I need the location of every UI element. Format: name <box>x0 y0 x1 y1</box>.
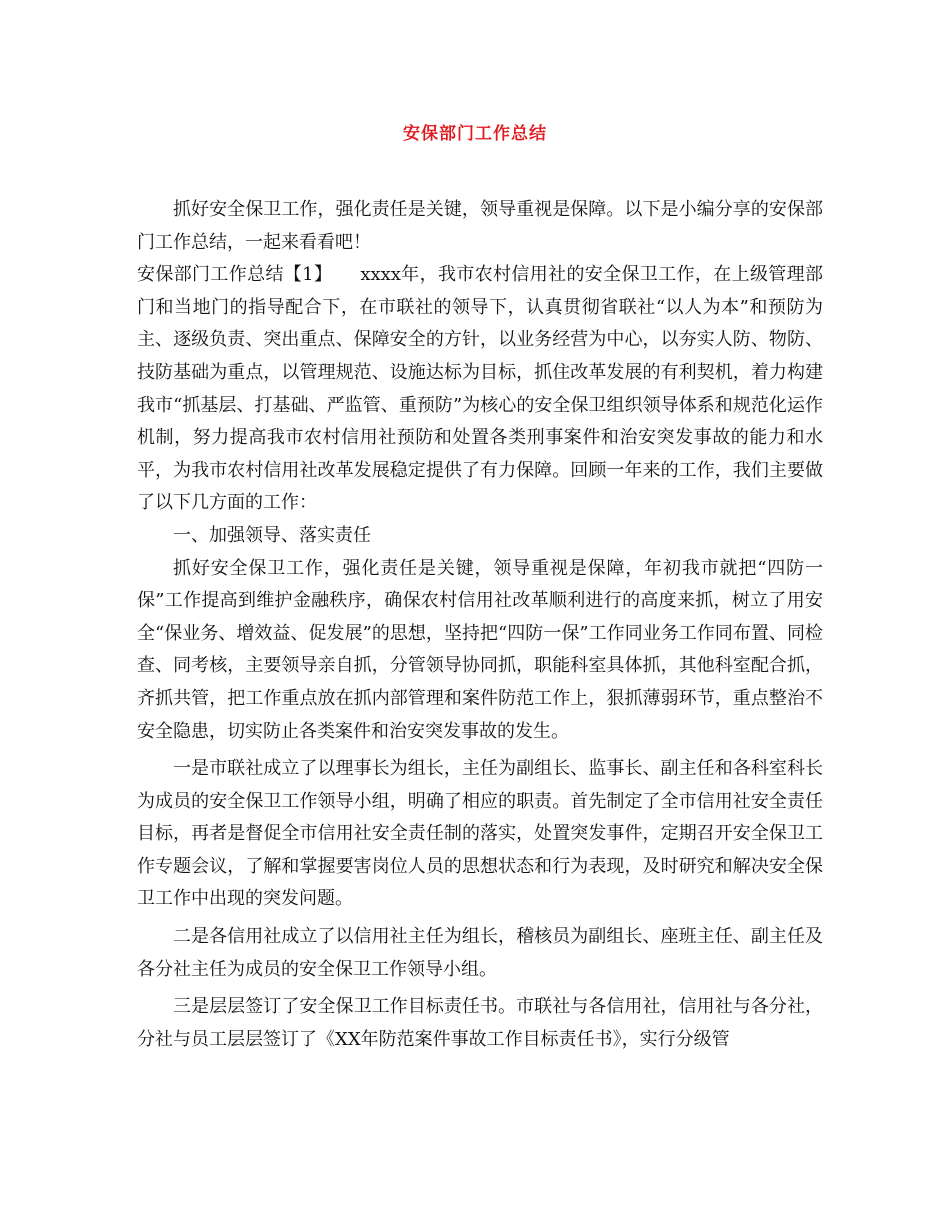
document-title: 安保部门工作总结 <box>403 124 547 144</box>
section-1-paragraph <box>137 259 823 520</box>
section-1-text: xxxx年，我市农村信用社的安全保卫工作，在上级管理部门和当地门的指导配合下，在市联社的领导下，认真贯彻省联社“以人为本”和预防为主、逐级负责、突出重点、保障安全的方针，以业务经营为中心，以夯实人防、物防、技防基础为重点，以管理规范、设施达标为目标，抓住改革发展的有利契机，着力构建我市“抓基层、打基础、严监管、重预防”为核心的安全保卫组织领导体系和规范化运作机制，努力提高我市农村信用社预防和处置各类刑事案件和治安突发事故的能力和水平，为我市农村信用社改革发展稳定提供了有力保障。回顾一年来的工作，我们主要做了以下几方面的工作： <box>137 264 824 514</box>
heading-strengthen-leadership: 一、加强领导、落实责任 <box>173 524 371 546</box>
paragraph-responsibility: 抓好安全保卫工作，强化责任是关键，领导重视是保障，年初我市就把“四防一保”工作提高到维护金融秩序，确保农村信用社改革顺利进行的高度来抓，树立了用安全“保业务、增效益、促发展”的思想，坚持把“四防一保”工作同业务工作同布置、同检查、同考核，主要领导亲自抓，分管领导协同抓，职能科室具体抓，其他科室配合抓，齐抓共管，把工作重点放在抓内部管理和案件防范工作上，狠抓薄弱环节，重点整治不安全隐患，切实防止各类案件和治安突发事故的发生。 <box>137 557 823 742</box>
section-1-heading: 安保部门工作总结【1】 <box>137 264 333 286</box>
paragraph-second-point: 二是各信用社成立了以信用社主任为组长，稽核员为副组长、座班主任、副主任及各分社主任为成员的安全保卫工作领导小组。 <box>137 926 823 980</box>
intro-paragraph: 抓好安全保卫工作，强化责任是关键，领导重视是保障。以下是小编分享的安保部门工作总结，一起来看看吧！ <box>137 199 823 253</box>
paragraph-third-point: 三是层层签订了安全保卫工作目标责任书。市联社与各信用社，信用社与各分社，分社与员工层层签订了《XX年防范案件事故工作目标责任书》，实行分级管 <box>137 996 823 1050</box>
paragraph-first-point: 一是市联社成立了以理事长为组长，主任为副组长、监事长、副主任和各科室科长为成员的安全保卫工作领导小组，明确了相应的职责。首先制定了全市信用社安全责任目标，再者是督促全市信用社安全责任制的落实，处置突发事件，定期召开安全保卫工作专题会议，了解和掌握要害岗位人员的思想状态和行为表现，及时研究和解决安全保卫工作中出现的突发问题。 <box>137 758 823 910</box>
document-body <box>137 194 823 1056</box>
